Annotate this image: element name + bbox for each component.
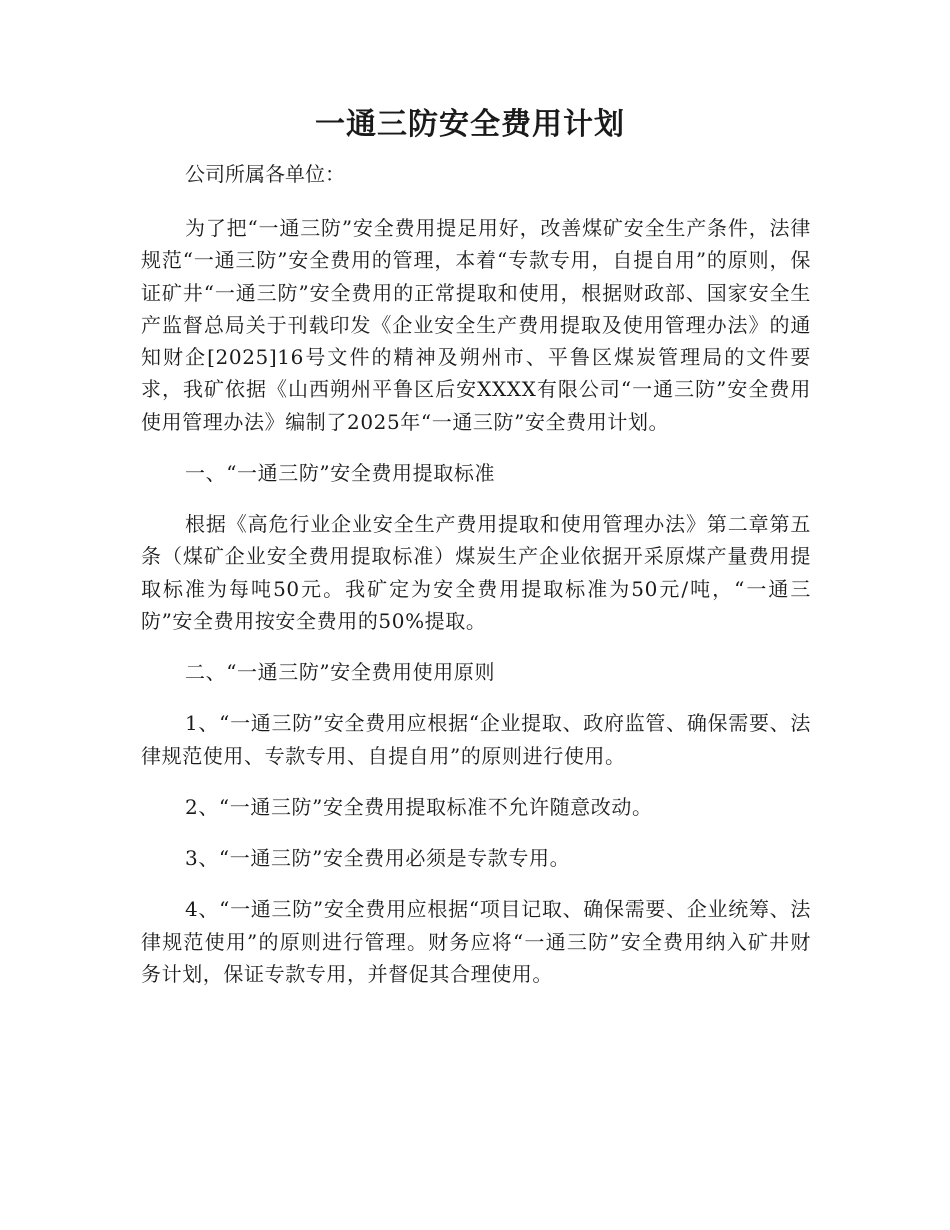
section-2-item-4: 4、“一通三防”安全费用应根据“项目记取、确保需要、企业统筹、法律规范使用”的原则进行管理。财务应将“一通三防”安全费用纳入矿井财务计划，保证专款专用，并督促其合理使用。 bbox=[141, 897, 811, 987]
section-2-item-2: 2、“一通三防”安全费用提取标准不允许随意改动。 bbox=[185, 794, 653, 819]
section-2-item-1: 1、“一通三防”安全费用应根据“企业提取、政府监管、确保需要、法律规范使用、专款专用、自提自用”的原则进行使用。 bbox=[141, 711, 811, 768]
section-2-item-3: 3、“一通三防”安全费用必须是专款专用。 bbox=[185, 846, 571, 871]
section-1-body: 根据《高危行业企业安全生产费用提取和使用管理办法》第二章第五条（煤矿企业安全费用提取标准）煤炭生产企业依据开采原煤产量费用提取标准为每吨50元。我矿定为安全费用提取标准为50元/吨，“一通三防”安全费用按安全费用的50%提取。 bbox=[141, 512, 811, 633]
section-2-heading: 二、“一通三防”安全费用使用原则 bbox=[185, 660, 496, 685]
salutation: 公司所属各单位： bbox=[185, 162, 345, 186]
section-1-heading: 一、“一通三防”安全费用提取标准 bbox=[185, 461, 496, 486]
document-page bbox=[141, 107, 811, 1009]
document-title: 一通三防安全费用计划 bbox=[315, 107, 625, 142]
intro-paragraph: 为了把“一通三防”安全费用提足用好，改善煤矿安全生产条件，法律规范“一通三防”安全费用的管理，本着“专款专用，自提自用”的原则，保证矿井“一通三防”安全费用的正常提取和使用，根据财政部、国家安全生产监督总局关于刊载印发《企业安全生产费用提取及使用管理办法》的通知财企[2025]16号文件的精神及朔州市、平鲁区煤炭管理局的文件要求，我矿依据《山西朔州平鲁区后安XXXX有限公司“一通三防”安全费用使用管理办法》编制了2025年“一通三防”安全费用计划。 bbox=[141, 216, 811, 434]
